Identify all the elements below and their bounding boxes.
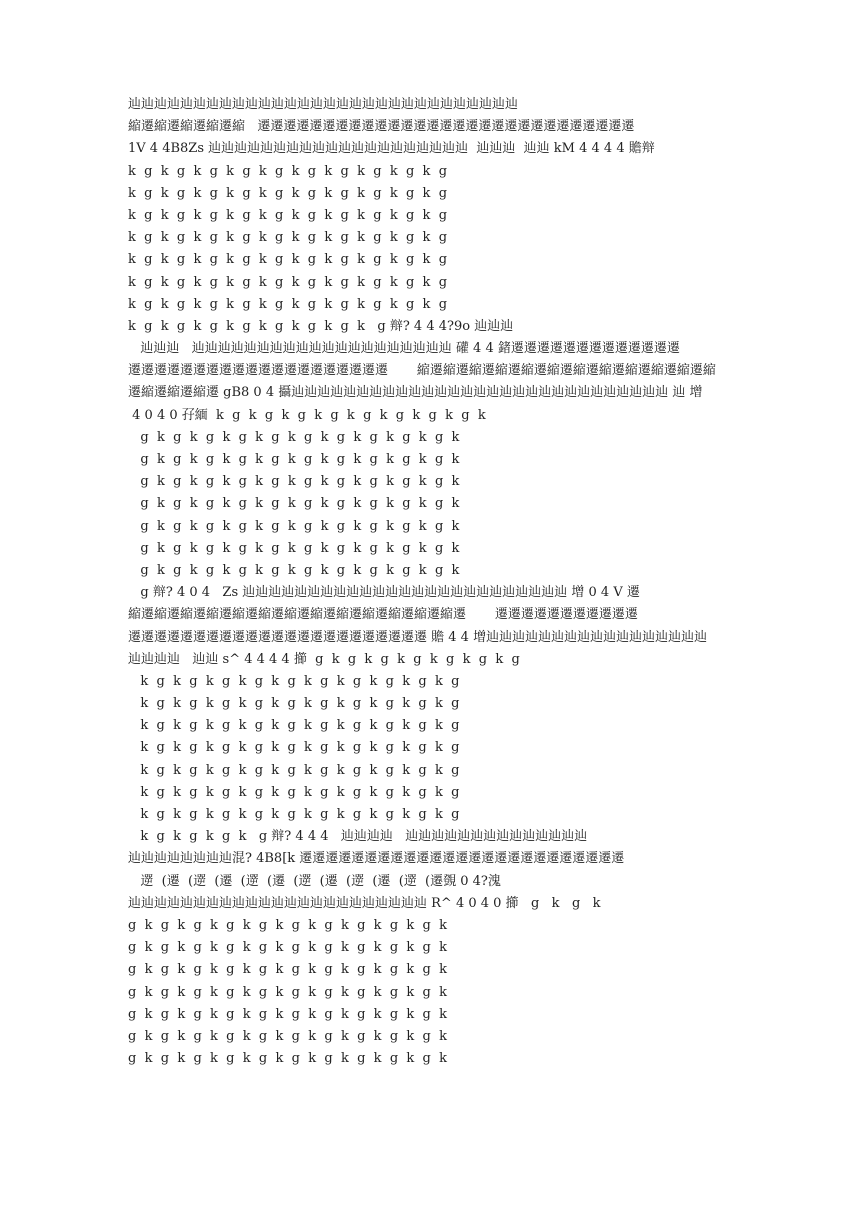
text-line: k g k g k g k g k g k g k g k g k g k g [128,673,460,689]
text-line: k g k g k g k g k g k g k g k g k g k g [128,163,448,179]
text-line: g k g k g k g k g k g k g k g k g k g k [128,518,460,534]
text-line: g k g k g k g k g k g k g k g k g k g k [128,1051,448,1067]
text-line: k g k g k g k g k g k g k g k g 辩? 4 4 4?9o 辿辿辿 [128,318,514,334]
text-line: 縮遷縮遷縮遷縮遷縮遷縮遷縮遷縮遷縮遷縮遷縮遷縮遷縮遷 遷遷遷遷遷遷遷遷遷遷遷 [128,607,638,623]
text-line: 遻 (遷 (遻 (遷 (遻 (遷 (遻 (遷 (遻 (遷 (遻 (遷覴 0 4?溾 [128,873,501,889]
text-line: k g k g k g k g k g k g k g k g k g k g [128,740,460,756]
text-line: k g k g k g k g k g k g k g k g k g k g [128,807,460,822]
text-line: g k g k g k g k g k g k g k g k g k g k [128,496,460,512]
text-line: k g k g k g k g k g k g k g k g k g k g [128,762,460,778]
text-line: 縮遷縮遷縮遷縮遷縮 遷遷遷遷遷遷遷遷遷遷遷遷遷遷遷遷遷遷遷遷遷遷遷遷遷遷遷遷遷 [128,119,635,135]
text-line: g k g k g k g k g k g k g k g k g k g k [128,917,448,933]
text-line: g k g k g k g k g k g k g k g k g k g k [128,1006,448,1022]
text-line: g k g k g k g k g k g k g k g k g k g k [128,962,448,978]
text-line: g 辩? 4 0 4 Zs 辿辿辿辿辿辿辿辿辿辿辿辿辿辿辿辿辿辿辿辿辿辿辿辿辿 增 0 4 V 遷 [128,585,640,601]
text-line: k g k g k g k g k g k g k g k g k g k g [128,696,460,712]
text-line: k g k g k g k g k g k g k g k g k g k g [128,296,448,312]
text-line: 遷遷遷遷遷遷遷遷遷遷遷遷遷遷遷遷遷遷遷遷 縮遷縮遷縮遷縮遷縮遷縮遷縮遷縮遷縮遷縮遷縮遷縮 [128,363,716,379]
text-line: k g k g k g k g k g k g k g k g k g k g [128,207,448,223]
text-line: k g k g k g k g 辩? 4 4 4 辿辿辿辿 辿辿辿辿辿辿辿辿辿辿辿辿辿辿 [128,829,588,845]
text-line: k g k g k g k g k g k g k g k g k g k g [128,784,460,800]
text-line: g k g k g k g k g k g k g k g k g k g k [128,1028,448,1044]
text-line: g k g k g k g k g k g k g k g k g k g k [128,940,448,956]
text-line: k g k g k g k g k g k g k g k g k g k g [128,230,448,246]
text-line: k g k g k g k g k g k g k g k g k g k g [128,274,448,290]
text-line: g k g k g k g k g k g k g k g k g k g k [128,429,460,445]
text-line: k g k g k g k g k g k g k g k g k g k g [128,718,460,734]
text-line: 辿辿辿辿辿辿辿辿混? 4B8[k 遷遷遷遷遷遷遷遷遷遷遷遷遷遷遷遷遷遷遷遷遷遷遷遷遷 [128,851,625,867]
text-line: 辿辿辿 辿辿辿辿辿辿辿辿辿辿辿辿辿辿辿辿辿辿辿辿 礶 4 4 鍺遷遷遷遷遷遷遷遷遷遷遷遷遷 [128,341,680,357]
text-line: k g k g k g k g k g k g k g k g k g k g [128,252,448,268]
text-line: k g k g k g k g k g k g k g k g k g k g [128,185,448,201]
text-line: 遷縮遷縮遷縮遷 gB8 0 4 攝辿辿辿辿辿辿辿辿辿辿辿辿辿辿辿辿辿辿辿辿辿辿辿辿辿辿辿辿辿 辿 增 [128,385,703,401]
text-line: 辿辿辿辿辿辿辿辿辿辿辿辿辿辿辿辿辿辿辿辿辿辿辿 R^ 4 0 4 0 擳 g k g k [128,895,601,911]
text-line: g k g k g k g k g k g k g k g k g k g k [128,540,460,556]
text-line: 辿辿辿辿辿辿辿辿辿辿辿辿辿辿辿辿辿辿辿辿辿辿辿辿辿辿辿辿辿辿 [128,97,519,112]
text-line: 1V 4 4B8Zs 辿辿辿辿辿辿辿辿辿辿辿辿辿辿辿辿辿辿辿辿 辿辿辿 辿辿 kM 4 4 4 4 贍辩 [128,141,655,157]
text-line: g k g k g k g k g k g k g k g k g k g k [128,984,448,1000]
text-line: 4 0 4 0 孖緬 k g k g k g k g k g k g k g k g k [128,407,486,423]
garbled-text-body [128,94,740,1070]
text-line: g k g k g k g k g k g k g k g k g k g k [128,474,460,490]
text-line: g k g k g k g k g k g k g k g k g k g k [128,452,460,467]
text-line: 遷遷遷遷遷遷遷遷遷遷遷遷遷遷遷遷遷遷遷遷遷遷遷 贍 4 4 增辿辿辿辿辿辿辿辿辿辿辿辿辿辿辿辿辿 [128,629,708,645]
text-line: 辿辿辿辿 辿辿 s^ 4 4 4 4 擳 g k g k g k g k g k g k g [128,651,520,667]
text-line: g k g k g k g k g k g k g k g k g k g k [128,562,460,578]
